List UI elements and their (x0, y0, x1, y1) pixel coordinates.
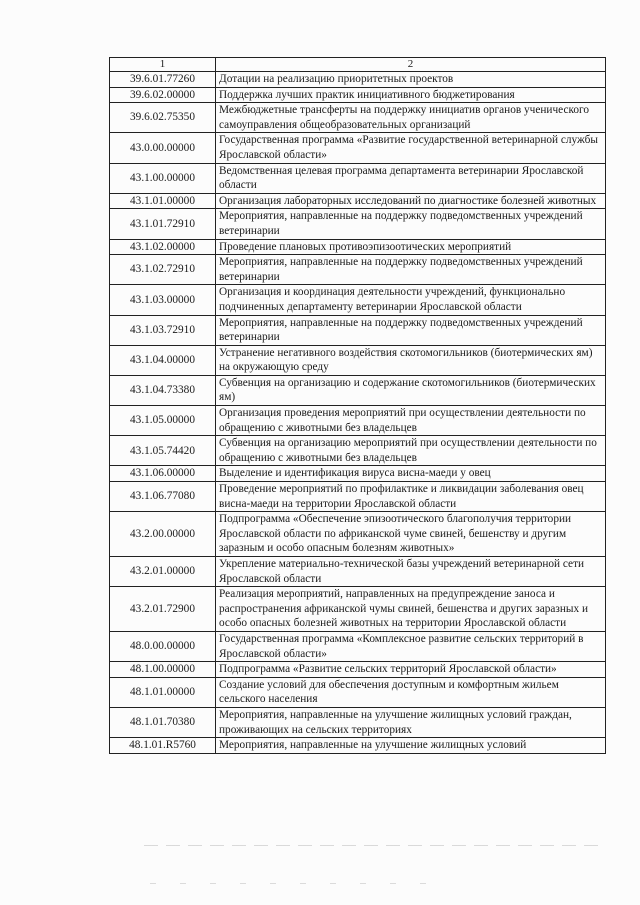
table-row (110, 466, 606, 482)
budget-code-cell: 43.1.03.72910 (110, 315, 216, 345)
description-cell: Проведение мероприятий по профилактике и ликвидации заболевания овец висна-маеди на территории Ярославской области (216, 482, 606, 512)
table-row (110, 255, 606, 285)
table-row (110, 738, 606, 754)
table-row (110, 133, 606, 163)
budget-code-cell: 48.1.01.R5760 (110, 738, 216, 754)
table-row (110, 587, 606, 632)
description-cell: Ведомственная целевая программа департамента ветеринарии Ярославской области (216, 163, 606, 193)
budget-code-cell: 48.1.01.70380 (110, 707, 216, 737)
description-cell: Мероприятия, направленные на улучшение жилищных условий (216, 738, 606, 754)
table-row (110, 375, 606, 405)
budget-code-cell: 43.2.01.72900 (110, 587, 216, 632)
description-cell: Выделение и идентификация вируса висна-маеди у овец (216, 466, 606, 482)
budget-code-cell: 48.1.00.00000 (110, 662, 216, 678)
table-row (110, 315, 606, 345)
budget-code-cell: 43.1.05.00000 (110, 406, 216, 436)
table-row (110, 512, 606, 557)
description-cell: Поддержка лучших практик инициативного бюджетирования (216, 87, 606, 103)
table-row (110, 662, 606, 678)
budget-code-cell: 43.1.02.72910 (110, 255, 216, 285)
description-cell: Государственная программа «Развитие государственной ветеринарной службы Ярославской области» (216, 133, 606, 163)
table-row (110, 707, 606, 737)
scan-artifact-line (144, 845, 604, 846)
table-row (110, 285, 606, 315)
table-row (110, 557, 606, 587)
description-cell: Реализация мероприятий, направленных на предупреждение заноса и распространения африканской чумы свиней, бешенства и других заразных и особо опасных болезней животных на территории Ярославской области (216, 587, 606, 632)
description-cell: Организация лабораторных исследований по диагностике болезней животных (216, 193, 606, 209)
description-cell: Подпрограмма «Обеспечение эпизоотического благополучия территории Ярославской области по африканской чуме свиней, бешенству и другим заразным и особо опасным болезням животных» (216, 512, 606, 557)
description-cell: Организация и координация деятельности учреждений, функционально подчиненных департаменту ветеринарии Ярославской области (216, 285, 606, 315)
description-cell: Мероприятия, направленные на поддержку подведомственных учреждений ветеринарии (216, 209, 606, 239)
table-row (110, 163, 606, 193)
table-header-row (110, 58, 606, 72)
budget-classification-table (109, 57, 606, 754)
budget-code-cell: 39.6.02.75350 (110, 103, 216, 133)
description-cell: Создание условий для обеспечения доступным и комфортным жильем сельского населения (216, 677, 606, 707)
table-row (110, 482, 606, 512)
table-row (110, 631, 606, 661)
budget-code-cell: 43.0.00.00000 (110, 133, 216, 163)
description-cell: Государственная программа «Комплексное развитие сельских территорий в Ярославской области» (216, 631, 606, 661)
budget-code-cell: 43.1.03.00000 (110, 285, 216, 315)
budget-code-cell: 43.2.00.00000 (110, 512, 216, 557)
budget-code-cell: 43.1.06.77080 (110, 482, 216, 512)
description-cell: Устранение негативного воздействия скотомогильников (биотермических ям) на окружающую среду (216, 345, 606, 375)
description-cell: Укрепление материально-технической базы учреждений ветеринарной сети Ярославской области (216, 557, 606, 587)
description-cell: Организация проведения мероприятий при осуществлении деятельности по обращению с животными без владельцев (216, 406, 606, 436)
budget-code-cell: 48.0.00.00000 (110, 631, 216, 661)
table-row (110, 103, 606, 133)
description-cell: Мероприятия, направленные на улучшение жилищных условий граждан, проживающих на сельских территориях (216, 707, 606, 737)
table-row (110, 87, 606, 103)
description-cell: Дотации на реализацию приоритетных проектов (216, 72, 606, 88)
column-header-1: 1 (110, 58, 216, 72)
table-row (110, 239, 606, 255)
column-header-2: 2 (216, 58, 606, 72)
budget-code-cell: 43.1.00.00000 (110, 163, 216, 193)
table-row (110, 72, 606, 88)
table-row (110, 406, 606, 436)
table-row (110, 193, 606, 209)
budget-code-cell: 39.6.01.77260 (110, 72, 216, 88)
table-row (110, 677, 606, 707)
description-cell: Субвенция на организацию мероприятий при осуществлении деятельности по обращению с животными без владельцев (216, 436, 606, 466)
table-row (110, 436, 606, 466)
table-row (110, 345, 606, 375)
budget-code-cell: 43.2.01.00000 (110, 557, 216, 587)
description-cell: Мероприятия, направленные на поддержку подведомственных учреждений ветеринарии (216, 315, 606, 345)
budget-code-cell: 43.1.05.74420 (110, 436, 216, 466)
description-cell: Субвенция на организацию и содержание скотомогильников (биотермических ям) (216, 375, 606, 405)
budget-code-cell: 39.6.02.00000 (110, 87, 216, 103)
description-cell: Межбюджетные трансферты на поддержку инициатив органов ученического самоуправления общеобразовательных организаций (216, 103, 606, 133)
budget-code-cell: 43.1.01.00000 (110, 193, 216, 209)
budget-code-cell: 43.1.04.00000 (110, 345, 216, 375)
budget-code-cell: 43.1.02.00000 (110, 239, 216, 255)
description-cell: Проведение плановых противоэпизоотических мероприятий (216, 239, 606, 255)
description-cell: Мероприятия, направленные на поддержку подведомственных учреждений ветеринарии (216, 255, 606, 285)
budget-code-cell: 43.1.06.00000 (110, 466, 216, 482)
budget-code-cell: 43.1.04.73380 (110, 375, 216, 405)
table-row (110, 209, 606, 239)
budget-code-cell: 43.1.01.72910 (110, 209, 216, 239)
budget-code-cell: 48.1.01.00000 (110, 677, 216, 707)
table-body (110, 72, 606, 754)
scan-artifact-footer (150, 883, 450, 884)
description-cell: Подпрограмма «Развитие сельских территорий Ярославской области» (216, 662, 606, 678)
